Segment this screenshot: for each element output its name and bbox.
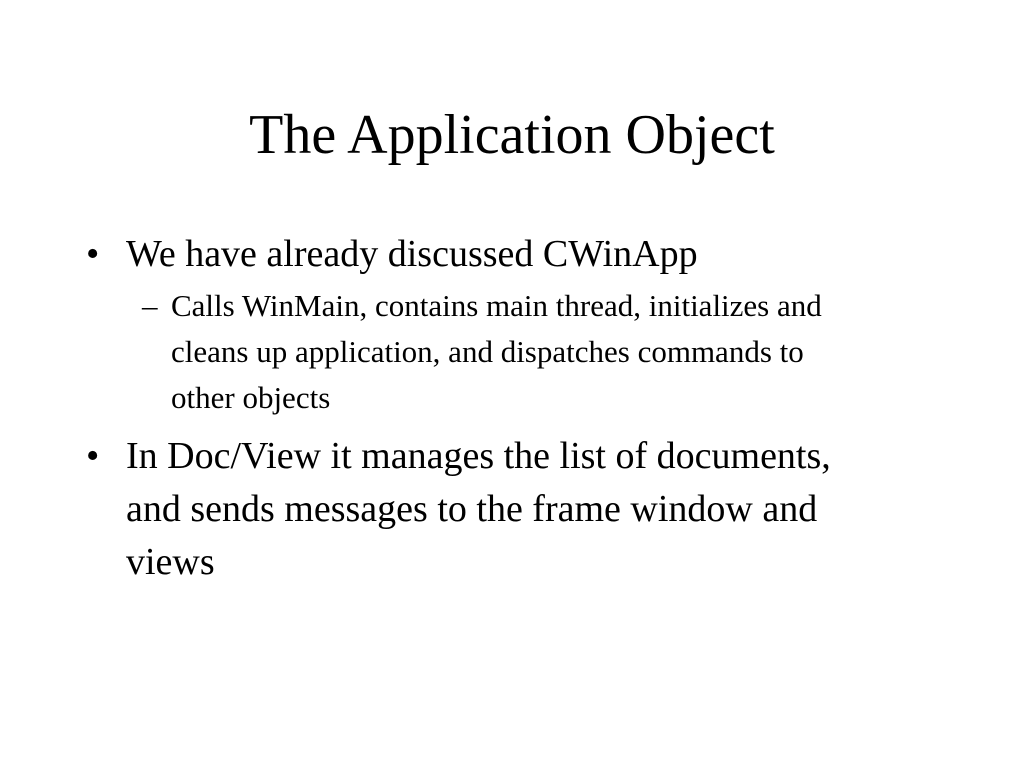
bullet-item <box>86 430 946 589</box>
slide-body <box>86 228 946 589</box>
bullet-text: We have already discussed CWinApp <box>126 233 698 275</box>
bullet-item <box>86 228 946 281</box>
sub-bullet-marker: – <box>142 288 158 323</box>
slide-title: The Application Object <box>249 104 775 166</box>
sub-bullet-item <box>86 283 946 421</box>
bullet-text: In Doc/View it manages the list of documents, and sends messages to the frame window and views <box>126 435 831 583</box>
bullet-marker: • <box>86 435 100 477</box>
sub-bullet-text: Calls WinMain, contains main thread, initializes and cleans up application, and dispatches commands to other objects <box>171 288 822 415</box>
spacer <box>86 421 946 430</box>
bullet-marker: • <box>86 233 100 275</box>
